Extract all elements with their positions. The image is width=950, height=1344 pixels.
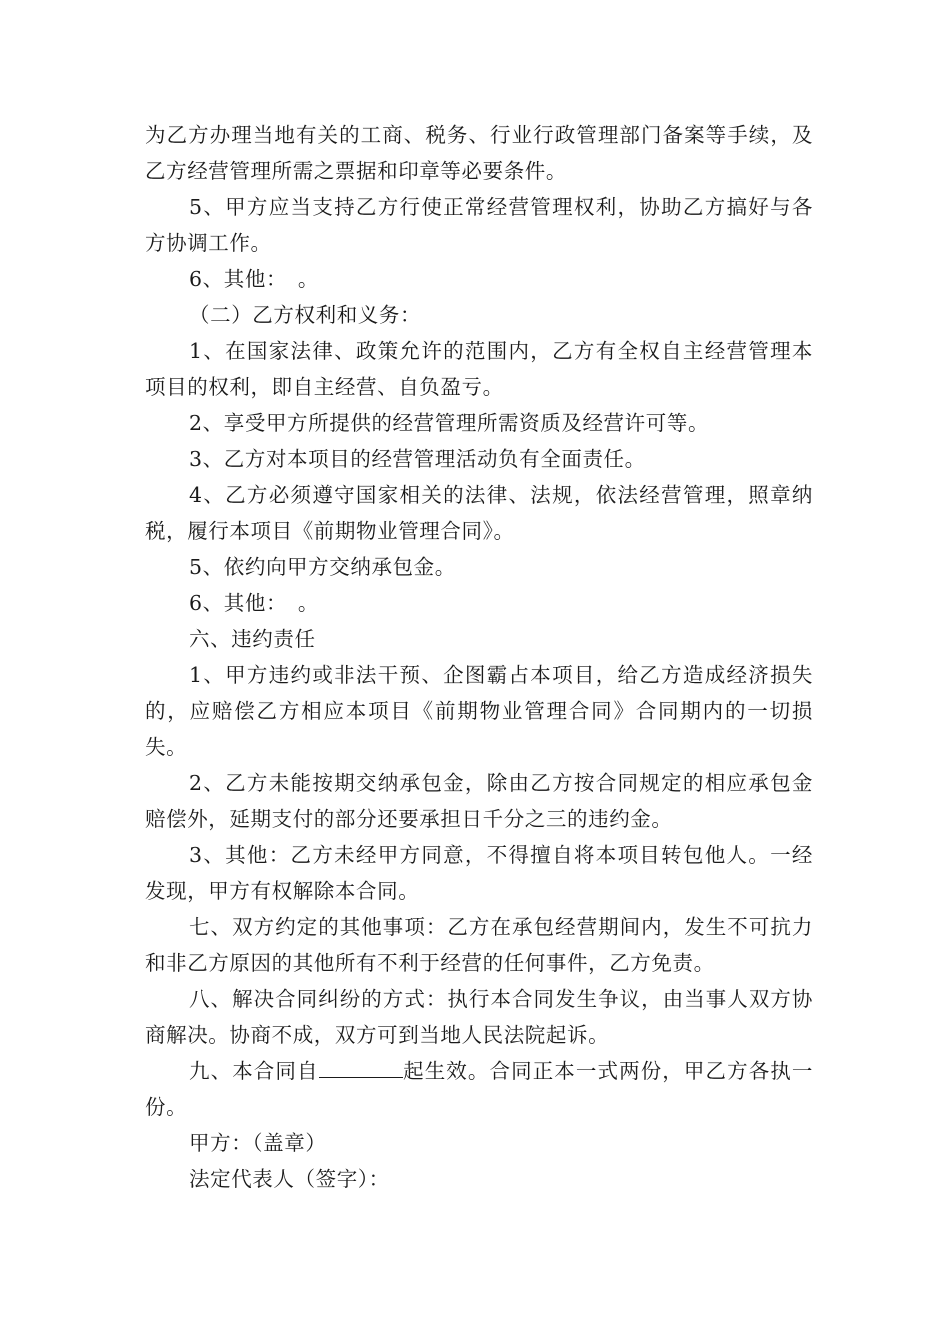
section-effective-date <box>145 1053 813 1125</box>
paragraph-party-a-clause-5: 5、甲方应当支持乙方行使正常经营管理权利，协助乙方搞好与各方协调工作。 <box>145 195 813 255</box>
paragraph-party-b-clause-4: 4、乙方必须遵守国家相关的法律、法规，依法经营管理，照章纳税，履行本项目《前期物业管理合同》。 <box>145 483 813 543</box>
effective-date-blank <box>319 1055 403 1078</box>
signature-legal-rep: 法定代表人（签字）： <box>189 1167 390 1191</box>
signature-party-a: 甲方：（盖章） <box>189 1131 327 1155</box>
section-other-matters: 七、双方约定的其他事项：乙方在承包经营期间内，发生不可抗力和非乙方原因的其他所有不利于经营的任何事件，乙方免责。 <box>145 915 813 975</box>
section-heading-breach: 六、违约责任 <box>189 627 316 651</box>
paragraph-party-b-clause-1: 1、在国家法律、政策允许的范围内，乙方有全权自主经营管理本项目的权利，即自主经营、自负盈亏。 <box>145 339 813 399</box>
effective-clause-start: 九、本合同自 <box>189 1059 319 1083</box>
paragraph-party-b-clause-3: 3、乙方对本项目的经营管理活动负有全面责任。 <box>189 447 646 471</box>
paragraph-party-b-clause-6: 6、其他： 。 <box>189 591 319 615</box>
paragraph-breach-clause-3: 3、其他：乙方未经甲方同意，不得擅自将本项目转包他人。一经发现，甲方有权解除本合同。 <box>145 843 813 903</box>
paragraph-breach-clause-1: 1、甲方违约或非法干预、企图霸占本项目，给乙方造成经济损失的，应赔偿乙方相应本项目《前期物业管理合同》合同期内的一切损失。 <box>145 663 813 759</box>
paragraph-party-b-clause-2: 2、享受甲方所提供的经营管理所需资质及经营许可等。 <box>189 411 710 435</box>
section-dispute-resolution: 八、解决合同纠纷的方式：执行本合同发生争议，由当事人双方协商解决。协商不成，双方可到当地人民法院起诉。 <box>145 987 813 1047</box>
contract-body <box>145 117 813 1197</box>
effective-clause-end: 起生效。合同正本一式两份，甲乙方各执一份。 <box>145 1059 813 1119</box>
paragraph-party-a-clause-6: 6、其他： 。 <box>189 267 319 291</box>
paragraph-party-b-clause-5: 5、依约向甲方交纳承包金。 <box>189 555 456 579</box>
paragraph-breach-clause-2: 2、乙方未能按期交纳承包金，除由乙方按合同规定的相应承包金赔偿外，延期支付的部分还要承担日千分之三的违约金。 <box>145 771 813 831</box>
paragraph-filing-support: 为乙方办理当地有关的工商、税务、行业行政管理部门备案等手续，及乙方经营管理所需之票据和印章等必要条件。 <box>145 123 813 183</box>
section-heading-party-b-rights: （二）乙方权利和义务： <box>189 303 422 327</box>
